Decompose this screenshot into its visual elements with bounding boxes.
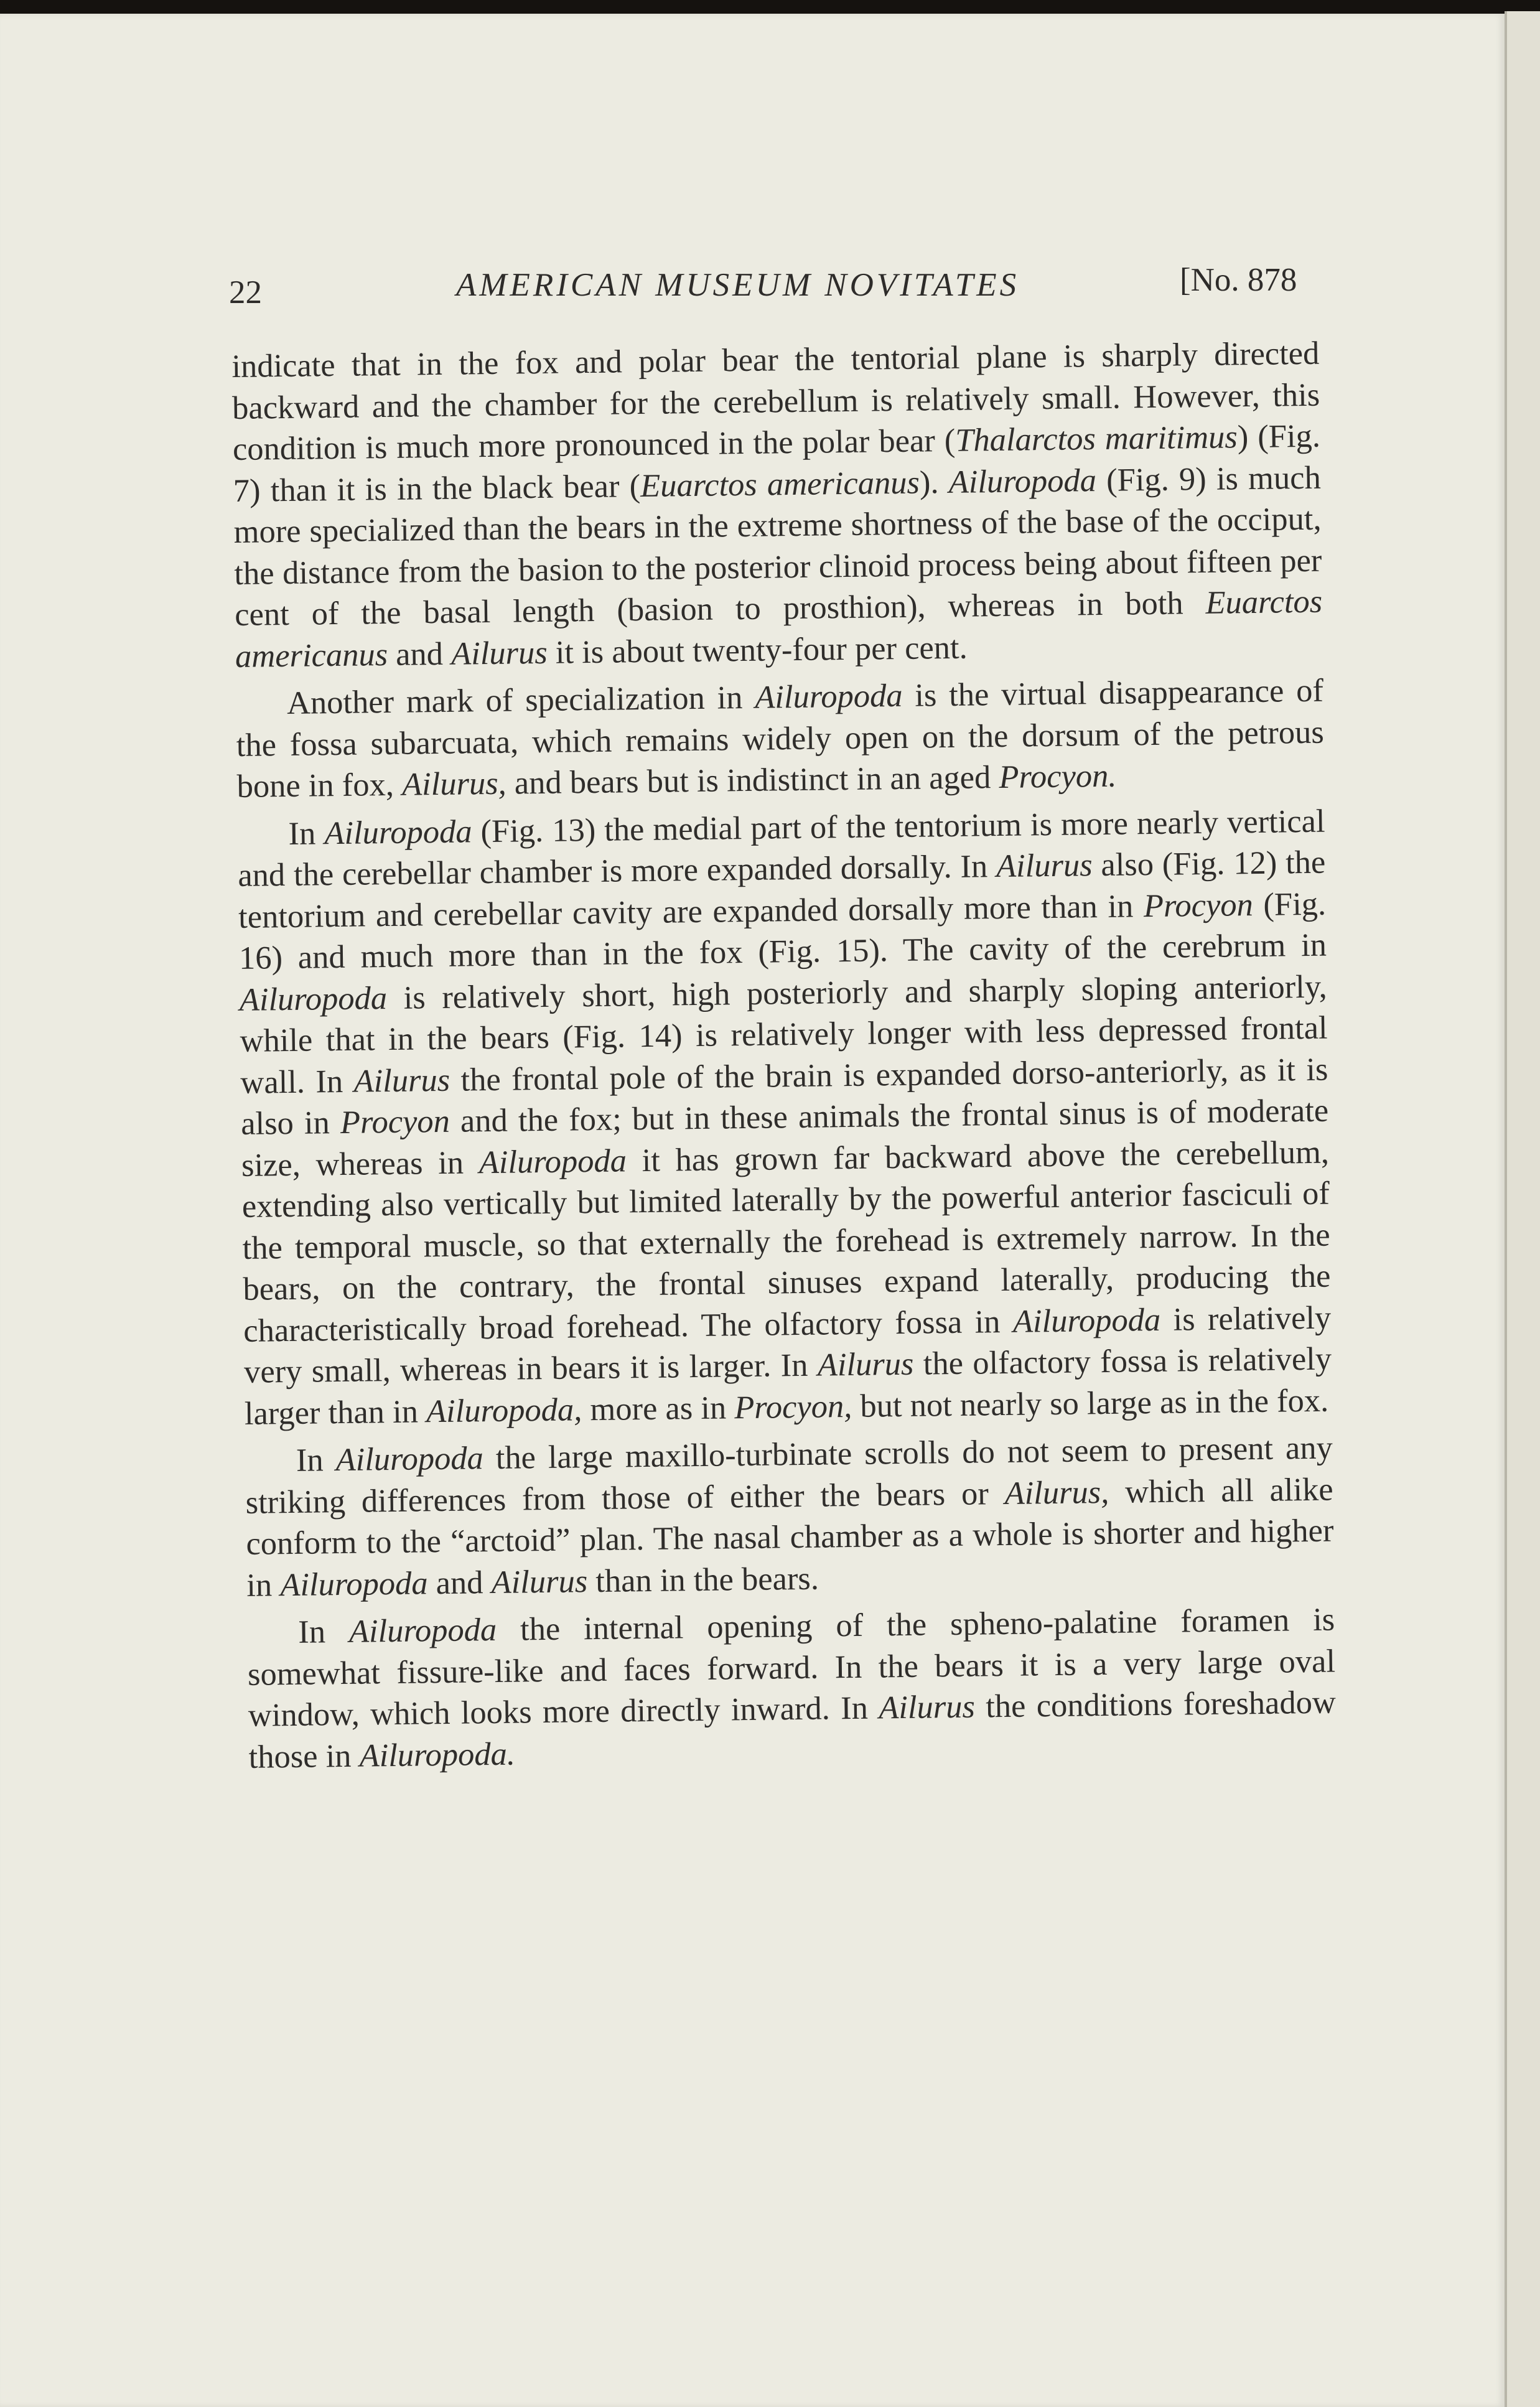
text-run: the conditions foreshadow those in (248, 1684, 1337, 1775)
italic-text-run: Procyon (340, 1103, 450, 1141)
italic-text-run: Ailurus (353, 1062, 450, 1100)
text-run: also (Fig. 12) the tentorium and cerebellar cavity are expanded dorsally more than in (238, 844, 1326, 935)
paragraph (236, 670, 1325, 808)
italic-text-run: Ailuropoda (335, 1440, 484, 1479)
italic-text-run: Ailuropoda (324, 813, 472, 851)
italic-text-run: Ailuropoda (279, 1564, 428, 1603)
text-run: (Fig. 13) the medial part of the tentorium is more nearly vertical and the cerebellar chamber is more expanded dorsally. In (238, 803, 1325, 894)
text-run: and (427, 1564, 492, 1601)
italic-text-run: Ailurus, (401, 765, 507, 803)
text-run: and (387, 635, 452, 673)
text-run: is the virtual disappearance of the fossa subarcuata, which remains widely open on the dorsum of the petrous bone in fox, (236, 672, 1325, 805)
text-run: but not nearly so large as in the fox. (851, 1382, 1329, 1424)
journal-title: AMERICAN MUSEUM NOVITATES (456, 267, 1020, 303)
running-head (229, 260, 1318, 310)
text-run: In (297, 1613, 350, 1650)
text-run: (Fig. 16) and much more than in the fox (Fig. 15). The cavity of the cerebrum in (238, 886, 1327, 976)
paragraph (245, 1428, 1334, 1606)
text-run: it is about twenty-four per cent. (547, 629, 968, 671)
text-run: Another mark of specialization in (286, 679, 755, 721)
text-run: the olfactory fossa is relatively larger than in (244, 1340, 1332, 1432)
italic-text-run: Ailuropoda (948, 462, 1097, 500)
body-text (231, 333, 1337, 1784)
italic-text-run: Ailuropoda (754, 677, 903, 716)
italic-text-run: Ailurus (450, 634, 548, 672)
italic-text-run: Ailurus (491, 1563, 588, 1601)
text-run: ) (Fig. 7) than it is in the black bear ( (233, 418, 1321, 509)
italic-text-run: Procyon. (999, 757, 1117, 795)
text-run: is relatively very small, whereas in bears it is larger. In (243, 1299, 1332, 1390)
text-run: which all alike conform to the “arctoid” plan. The nasal chamber as a whole is shorter and higher in (246, 1471, 1334, 1604)
issue-number: [No. 878 (1180, 262, 1297, 298)
text-run: the internal opening of the spheno-palatine foramen is somewhat fissure-like and faces forward. In the bears it is a very large oval window, which looks more directly inward. In (247, 1601, 1336, 1734)
italic-text-run: Ailuropoda (348, 1611, 497, 1650)
italic-text-run: Ailurus (878, 1688, 976, 1726)
text-run: is relatively short, high posteriorly and sharply sloping anteriorly, while that in the bears (Fig. 14) is relatively longer with less depressed frontal wall. In (240, 968, 1328, 1101)
text-run: the frontal pole of the brain is expanded dorso-anteriorly, as it is also in (240, 1051, 1328, 1142)
italic-text-run: Ailurus (817, 1345, 914, 1383)
italic-text-run: Ailurus, (1004, 1474, 1109, 1512)
italic-text-run: Ailuropoda (478, 1142, 627, 1180)
italic-text-run: Ailuropoda, (426, 1391, 582, 1429)
text-run: (Fig. 9) is much more specialized than the bears in the extreme shortness of the base of the occiput, the distance from the basion to the posterior clinoid process being about fifteen per cent of the basal length (basion to prosthion), whereas in both (233, 459, 1322, 633)
italic-text-run: Ailurus (996, 847, 1093, 885)
next-page-edge (1505, 11, 1540, 2407)
text-run: more as in (581, 1389, 735, 1428)
text-run: In (288, 815, 325, 852)
page-number: 22 (229, 274, 262, 311)
text-run: indicate that in the fox and polar bear the tentorial plane is sharply directed backward and the chamber for the cerebellum is relatively small. However, this condition is much more pronounced in the polar bear ( (231, 335, 1320, 467)
italic-text-run: Ailuropoda (1012, 1301, 1161, 1340)
text-run: ). (919, 464, 950, 501)
italic-text-run: Procyon (1143, 886, 1254, 924)
text-run: it has grown far backward above the cerebellum, extending also vertically but limited laterally by the powerful anterior fasciculi of the temporal muscle, so that externally the forehead is extremely narrow. In the bears, on the contrary, the frontal sinuses expand laterally, producing the characteristically broad forehead. The olfactory fossa in (241, 1134, 1331, 1349)
text-run: and bears but is indistinct in an aged (506, 759, 999, 802)
text-run: the large maxillo-turbinate scrolls do not seem to present any striking differences from those of either the bears or (245, 1429, 1333, 1521)
italic-text-run: Ailuropoda. (359, 1736, 516, 1774)
paragraph (231, 333, 1323, 677)
text-run: than in the bears. (587, 1560, 819, 1599)
italic-text-run: Ailuropoda (239, 979, 388, 1018)
text-run: In (296, 1442, 336, 1479)
italic-text-run: Procyon, (734, 1388, 852, 1426)
italic-text-run: Euarctos americanus (235, 583, 1323, 675)
paragraph (247, 1599, 1337, 1777)
paragraph (237, 800, 1332, 1434)
italic-text-run: Euarctos americanus (640, 464, 920, 504)
text-run: and the fox; but in these animals the frontal sinus is of moderate size, whereas in (241, 1092, 1329, 1184)
italic-text-run: Thalarctos maritimus (954, 419, 1238, 459)
